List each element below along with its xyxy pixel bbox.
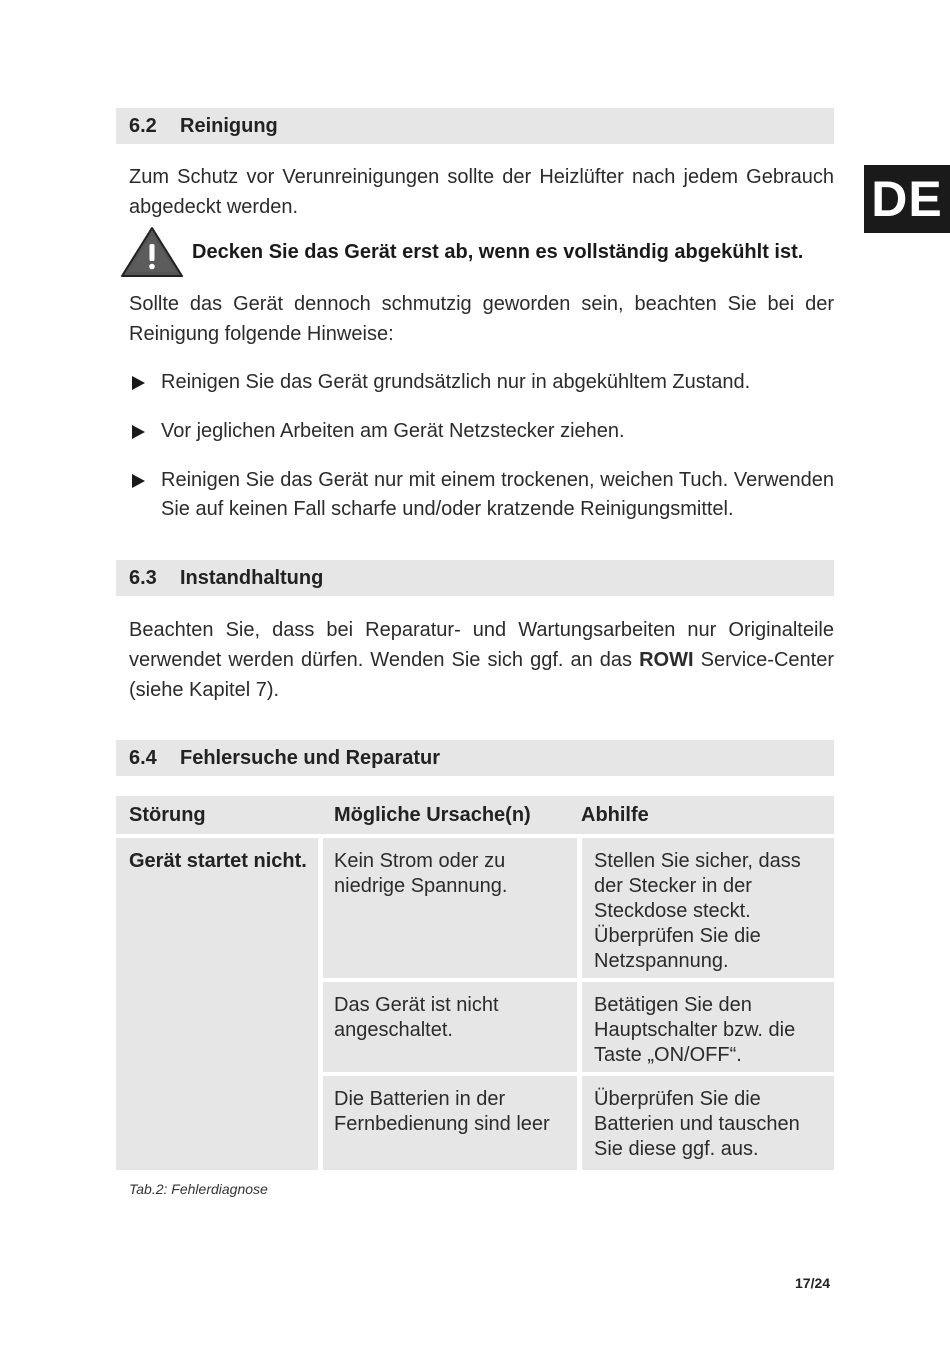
- section-header-fehlersuche: [116, 740, 834, 776]
- remedy-text: Stellen Sie sicher, dass der Stecker in der Steckdose steckt. Überprüfen Sie die Netzspannung.: [594, 850, 801, 972]
- fault-cell: [116, 838, 318, 1170]
- cause-cell: [323, 1076, 577, 1170]
- table-caption: Tab.2: Fehlerdiagnose: [129, 1181, 268, 1197]
- cleaning-intro: Zum Schutz vor Verunreinigungen sollte der Heizlüfter nach jedem Gebrauch abgedeckt werden.: [129, 166, 834, 218]
- section-header-instandhaltung: [116, 560, 834, 596]
- remedy-cell: [582, 1076, 834, 1170]
- warning-text: Decken Sie das Gerät erst ab, wenn es vollständig abgekühlt ist.: [192, 241, 804, 263]
- cause-text: Die Batterien in der Fernbedienung sind leer: [334, 1088, 550, 1135]
- remedy-cell: [582, 982, 834, 1072]
- remedy-text: Überprüfen Sie die Batterien und tauschen Sie diese ggf. aus.: [594, 1088, 800, 1160]
- cause-cell: [323, 838, 577, 978]
- page-number: 17/24: [795, 1275, 831, 1291]
- maintenance-text-after: Service-Center (siehe Kapitel 7).: [129, 649, 834, 701]
- section-number: 6.3: [129, 566, 157, 589]
- table-header-row: [116, 796, 834, 834]
- section-title: Reinigung: [180, 114, 278, 137]
- bullet-triangle-icon: [132, 425, 145, 439]
- header-fault: Störung: [129, 804, 206, 826]
- language-tab: DE: [864, 165, 950, 233]
- cause-text: Das Gerät ist nicht angeschaltet.: [334, 994, 499, 1041]
- cause-text: Kein Strom oder zu niedrige Spannung.: [334, 850, 508, 897]
- bullet-triangle-icon: [132, 376, 145, 390]
- section-number: 6.2: [129, 114, 157, 137]
- list-item-text: Reinigen Sie das Gerät nur mit einem trockenen, weichen Tuch. Verwenden Sie auf keinen Fall scharfe und/oder kratzende Reinigungsmittel.: [161, 469, 834, 520]
- section-header-reinigung: [116, 108, 834, 144]
- bullet-triangle-icon: [132, 474, 145, 488]
- section-title: Instandhaltung: [180, 566, 324, 589]
- list-item-text: Vor jeglichen Arbeiten am Gerät Netzstecker ziehen.: [161, 420, 625, 442]
- cleaning-note: Sollte das Gerät dennoch schmutzig geworden sein, beachten Sie bei der Reinigung folgende Hinweise:: [129, 293, 834, 345]
- header-cause: Mögliche Ursache(n): [334, 804, 531, 826]
- cause-cell: [323, 982, 577, 1072]
- remedy-text: Betätigen Sie den Hauptschalter bzw. die Taste „ON/OFF“.: [594, 994, 796, 1066]
- section-number: 6.4: [129, 746, 157, 769]
- brand-name: ROWI: [639, 649, 694, 671]
- fault-text: Gerät startet nicht.: [129, 850, 307, 872]
- warning-icon: [120, 226, 184, 278]
- remedy-cell: [582, 838, 834, 978]
- list-item-text: Reinigen Sie das Gerät grundsätzlich nur in abgekühltem Zustand.: [161, 371, 751, 393]
- maintenance-text-before: Beachten Sie, dass bei Reparatur- und Wartungsarbeiten nur Originalteile verwendet werden dürfen. Wenden Sie sich ggf. an das: [129, 619, 834, 671]
- section-title: Fehlersuche und Reparatur: [180, 746, 441, 769]
- maintenance-text: [129, 615, 834, 705]
- header-remedy: Abhilfe: [581, 804, 649, 826]
